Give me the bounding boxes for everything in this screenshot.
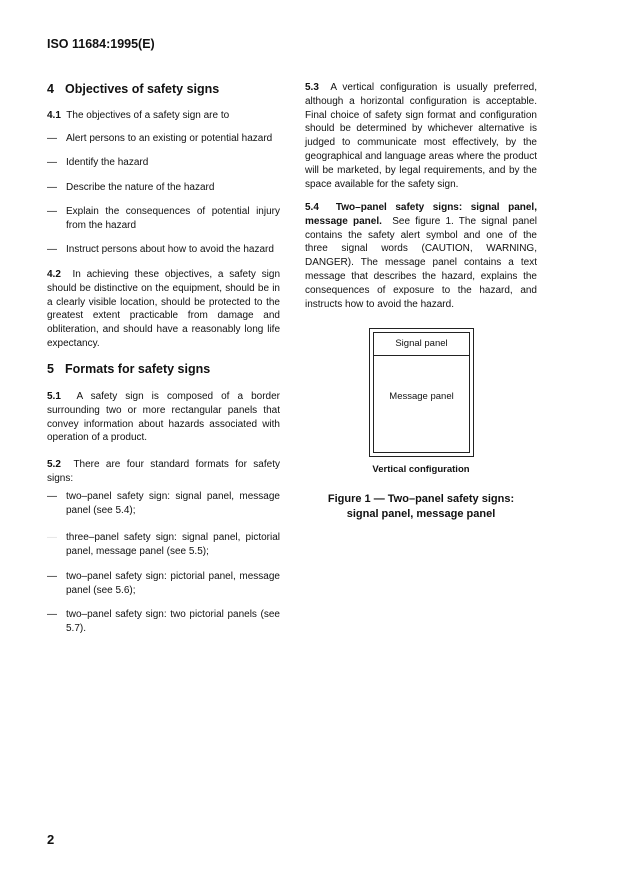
section-title: Formats for safety signs [65,362,211,376]
list-item-text: Describe the nature of the hazard [66,182,215,193]
paragraph-text: A vertical configuration is usually preferred, although a horizontal configuration is acceptable. Final choice of safety sign format and configuration should be determined by whichever alternative is judged to communicate most effectively, by the geographical and language areas where the product will be marketed, by legal requirements, and by the space available for the safety sign. [305,82,537,190]
clause-number: 4.1 [47,110,61,121]
list-item-text: Identify the hazard [66,157,149,168]
list-item: — three–panel safety sign: signal panel, pictorial panel, message panel (see 5.5); [47,532,280,557]
caption-line: signal panel, message panel [346,508,496,520]
list-item-text: two–panel safety sign: pictorial panel, message panel (see 5.6); [66,571,280,596]
paragraph-text: In achieving these objectives, a safety sign should be distinctive on the equipment, should be in a clearly visible location, should be protected to the greatest extent practicable from damage and obliteration, and should have a reasonably long life expectancy. [47,269,281,349]
figure-subcaption: Vertical configuration [372,464,470,475]
paragraph-5-4 [305,201,537,311]
signal-panel: Signal panel [374,333,469,356]
list-item-text: two–panel safety sign: signal panel, message panel (see 5.4); [66,491,280,516]
list-item-text: two–panel safety sign: two pictorial panels (see 5.7). [66,609,280,634]
clause-number: 4.2 [47,269,61,280]
clause-number: 5.4 [305,202,319,213]
document-header: ISO 11684:1995(E) [47,37,155,51]
clause-number: 5.2 [47,459,61,470]
list-item-text: three–panel safety sign: signal panel, pictorial panel, message panel (see 5.5); [66,532,280,557]
caption-line: Figure 1 — Two–panel safety signs: [327,493,515,505]
list-item-text: Alert persons to an existing or potential hazard [66,133,273,144]
clause-number: 5.1 [47,391,61,402]
safety-sign-diagram [369,328,474,457]
list-item-text: Instruct persons about how to avoid the hazard [66,244,274,255]
list-item: — Identify the hazard [47,157,149,168]
paragraph-text: The objectives of a safety sign are to [66,110,230,121]
list-item: — Instruct persons about how to avoid the hazard [47,244,274,255]
clause-title: Two–panel safety signs: signal panel, message panel. [305,202,537,227]
paragraph-5-3 [305,81,537,191]
paragraph-5-2 [47,458,280,486]
sign-border [373,332,470,453]
paragraph-4-2 [47,268,280,351]
list-item: — two–panel safety sign: signal panel, message panel (see 5.4); [47,491,280,516]
paragraph-text: There are four standard formats for safety signs: [47,459,280,484]
section-number: 5 [47,362,54,376]
paragraph-4-1 [47,109,280,123]
list-item: — two–panel safety sign: pictorial panel, message panel (see 5.6); [47,571,280,596]
list-item: — Describe the nature of the hazard [47,182,215,193]
section-4-heading [47,82,219,96]
clause-number: 5.3 [305,82,319,93]
message-panel: Message panel [389,391,454,402]
section-5-heading [47,362,210,376]
figure-caption [305,492,537,522]
paragraph-text: See figure 1. The signal panel contains the safety alert symbol and one of the three signal words (CAUTION, WARNING, DANGER). The message panel contains a text message that describes the hazard, explains the consequences of exposure to the hazard, and instructs how to avoid the hazard. [305,215,537,310]
list-item: — two–panel safety sign: two pictorial panels (see 5.7). [47,609,280,634]
list-item: — Explain the consequences of potential injury from the hazard [47,206,280,231]
section-number: 4 [47,82,54,96]
list-item: — Alert persons to an existing or potential hazard [47,133,273,144]
section-title: Objectives of safety signs [65,82,220,96]
list-item-text: Explain the consequences of potential injury from the hazard [66,206,280,231]
paragraph-text: A safety sign is composed of a border surrounding two or more rectangular panels that convey information about hazards associated with operation of a product. [47,391,280,444]
page-number: 2 [47,832,55,847]
paragraph-5-1 [47,390,280,445]
